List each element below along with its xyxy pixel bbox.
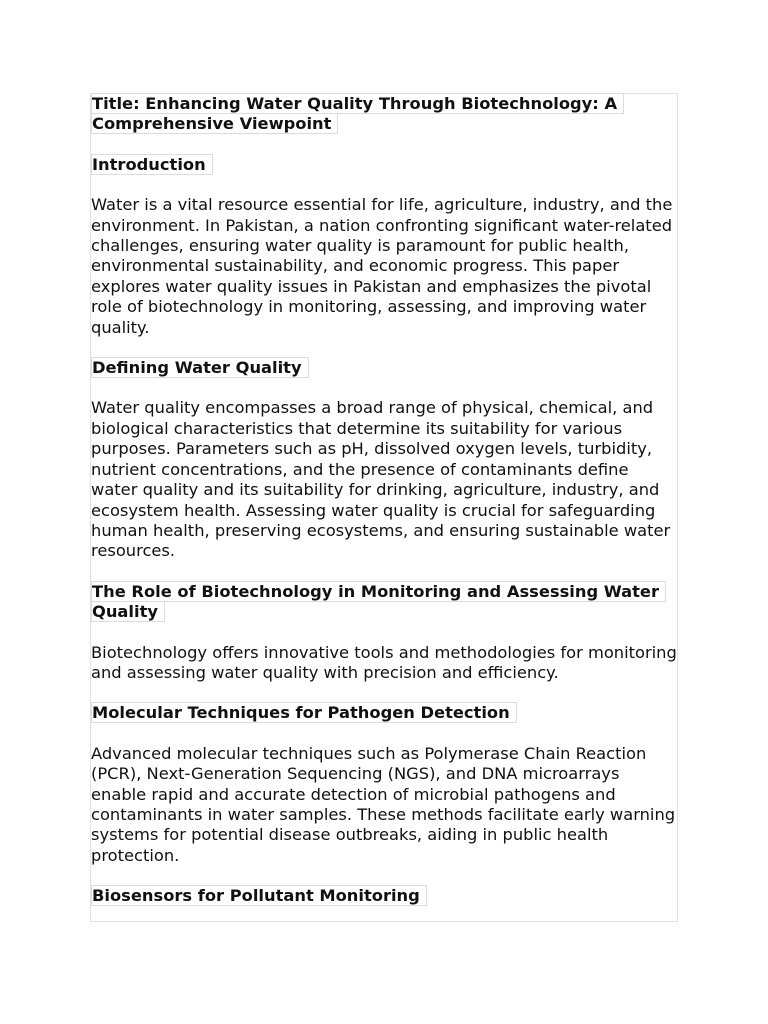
section-heading-defining-block bbox=[91, 358, 679, 378]
section-heading-role-block bbox=[91, 582, 679, 623]
section-body-role-block bbox=[91, 643, 679, 684]
section-heading-role-of-biotechnology: The Role of Biotechnology in Monitoring and Assessing Water Quality bbox=[91, 581, 666, 622]
section-body-molecular-block bbox=[91, 744, 679, 866]
document-content bbox=[91, 94, 679, 907]
section-body-molecular-techniques: Advanced molecular techniques such as Polymerase Chain Reaction (PCR), Next-Generation Sequencing (NGS), and DNA microarrays enable rapid and accurate detection of microbial pathogens and contaminants in water samples. These methods facilitate early warning systems for potential disease outbreaks, aiding in public health protection. bbox=[91, 743, 676, 865]
section-heading-defining-water-quality: Defining Water Quality bbox=[91, 357, 309, 378]
section-body-defining-water-quality: Water quality encompasses a broad range of physical, chemical, and biological characteristics that determine its suitability for various purposes. Parameters such as pH, dissolved oxygen levels, turbidity, nutrient concentrations, and the presence of contaminants define water quality and its suitability for drinking, agriculture, industry, and ecosystem health. Assessing water quality is crucial for safeguarding human health, preserving ecosystems, and ensuring sustainable water resources. bbox=[91, 398, 671, 561]
section-body-introduction: Water is a vital resource essential for life, agriculture, industry, and the environment. In Pakistan, a nation confronting significant water-related challenges, ensuring water quality is paramount for public health, environmental sustainability, and economic progress. This paper explores water quality issues in Pakistan and emphasizes the pivotal role of biotechnology in monitoring, assessing, and improving water quality. bbox=[91, 195, 673, 337]
document-title: Title: Enhancing Water Quality Through Biotechnology: A Comprehensive Viewpoint bbox=[91, 93, 624, 134]
section-heading-molecular-block bbox=[91, 703, 679, 723]
section-heading-molecular-techniques: Molecular Techniques for Pathogen Detection bbox=[91, 702, 517, 723]
section-heading-introduction: Introduction bbox=[91, 154, 213, 175]
section-heading-biosensors-block bbox=[91, 886, 679, 906]
section-body-defining-block bbox=[91, 398, 679, 561]
document-title-block bbox=[91, 94, 679, 135]
section-body-introduction-block bbox=[91, 195, 679, 338]
section-heading-introduction-block bbox=[91, 155, 679, 175]
section-body-role-of-biotechnology: Biotechnology offers innovative tools and methodologies for monitoring and assessing water quality with precision and efficiency. bbox=[91, 642, 677, 682]
section-heading-biosensors: Biosensors for Pollutant Monitoring bbox=[91, 885, 427, 906]
